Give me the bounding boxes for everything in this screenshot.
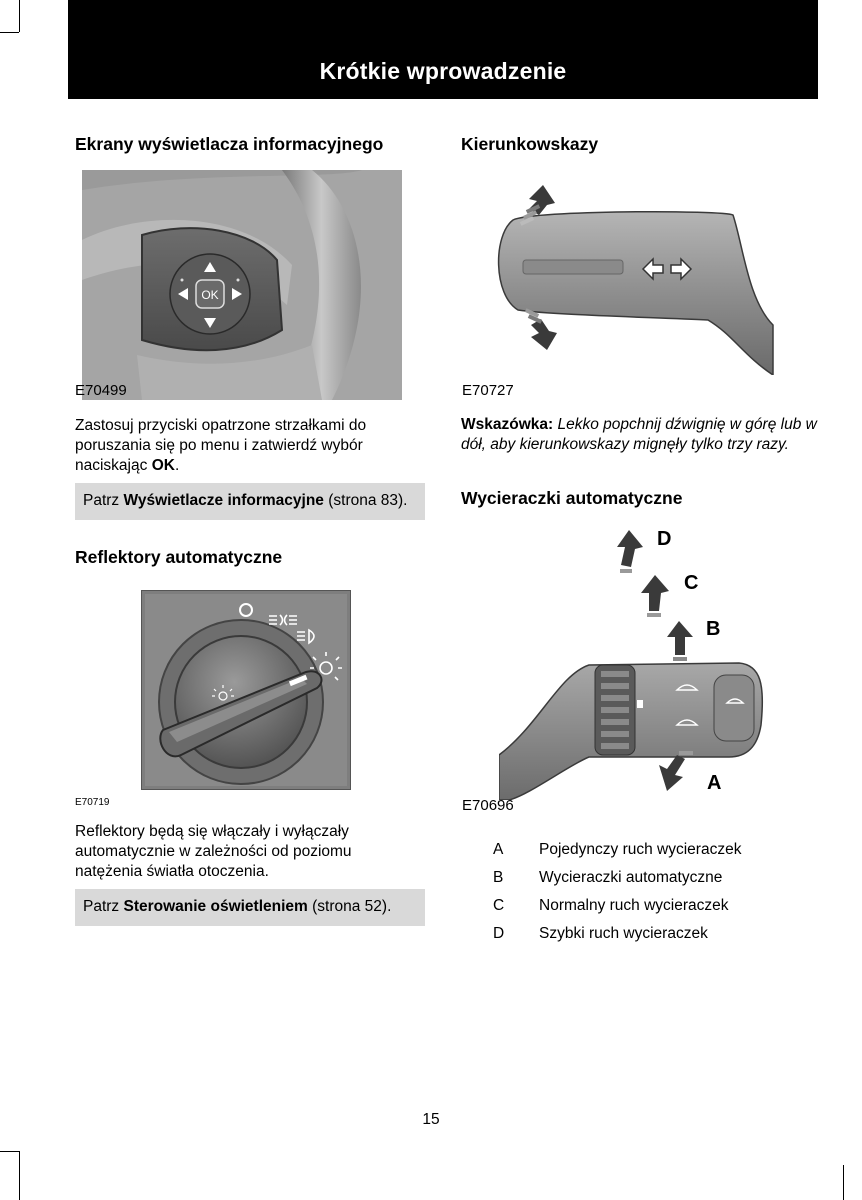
note-link: Wyświetlacze informacyjne xyxy=(123,492,324,509)
section-heading-auto-wipers: Wycieraczki automatyczne xyxy=(461,488,683,508)
legend-value: Wycieraczki automatyczne xyxy=(539,869,723,886)
legend-value: Pojedynczy ruch wycieraczek xyxy=(539,841,742,858)
section-heading-turn-signals: Kierunkowskazy xyxy=(461,134,599,154)
info-display-text-end: . xyxy=(174,457,180,474)
wiper-stalk-illustration xyxy=(499,525,769,800)
turn-signal-hint xyxy=(461,415,817,455)
note-prefix: Patrz xyxy=(83,898,124,915)
figure-code: E70696 xyxy=(462,797,514,814)
hint-label: Wskazówka: xyxy=(461,416,554,433)
info-display-text xyxy=(75,416,420,476)
crop-mark xyxy=(19,1151,20,1200)
note-link: Sterowanie oświetleniem xyxy=(123,898,308,915)
wiper-position-b-arrow xyxy=(667,621,693,661)
auto-headlamps-text: Reflektory będą się włączały i wyłączały automatycznie w zależności od poziomu natężenia światła otoczenia. xyxy=(75,823,352,880)
light-switch-illustration xyxy=(141,590,351,790)
label-c: C xyxy=(684,572,699,594)
figure-code: E70727 xyxy=(462,382,514,399)
wiper-position-c-arrow xyxy=(641,575,669,617)
legend-key: D xyxy=(493,925,505,942)
figure-code: E70499 xyxy=(75,382,127,399)
page-title: Krótkie wprowadzenie xyxy=(319,58,567,84)
info-display-text-main: Zastosuj przyciski opatrzone strzałkami do poruszania się po menu i zatwierdź wybór naciskając xyxy=(75,417,367,474)
legend-value: Normalny ruch wycieraczek xyxy=(539,897,729,914)
wiper-position-d-arrow xyxy=(617,530,643,573)
crop-mark xyxy=(0,1151,19,1152)
note-prefix: Patrz xyxy=(83,492,124,509)
ok-word: OK xyxy=(151,457,175,474)
turn-signal-stalk-illustration xyxy=(493,185,783,375)
label-a: A xyxy=(707,772,722,794)
legend-value: Szybki ruch wycieraczek xyxy=(539,925,708,942)
section-heading-auto-headlamps: Reflektory automatyczne xyxy=(75,547,283,567)
section-heading-info-display: Ekrany wyświetlacza informacyjnego xyxy=(75,134,384,154)
note-suffix: (strona 52). xyxy=(307,898,392,915)
hint-text: Lekko popchnij dźwignię w górę lub w dół, aby kierunkowskazy mignęły tylko trzy razy. xyxy=(461,416,817,453)
steering-wheel-illustration xyxy=(82,170,402,400)
reference-note xyxy=(75,483,425,520)
label-d: D xyxy=(657,528,672,550)
crop-mark xyxy=(843,1165,844,1200)
legend-key: B xyxy=(493,869,504,886)
legend-key: A xyxy=(493,841,504,858)
note-suffix: (strona 83). xyxy=(323,492,408,509)
legend-key: C xyxy=(493,897,505,914)
page-number: 15 xyxy=(422,1111,440,1128)
figure-code: E70719 xyxy=(75,797,110,808)
crop-mark xyxy=(19,0,20,32)
crop-mark xyxy=(0,32,19,33)
page-header xyxy=(68,0,818,99)
label-b: B xyxy=(706,618,721,640)
reference-note xyxy=(75,889,425,926)
ok-button-label: OK xyxy=(201,288,219,302)
